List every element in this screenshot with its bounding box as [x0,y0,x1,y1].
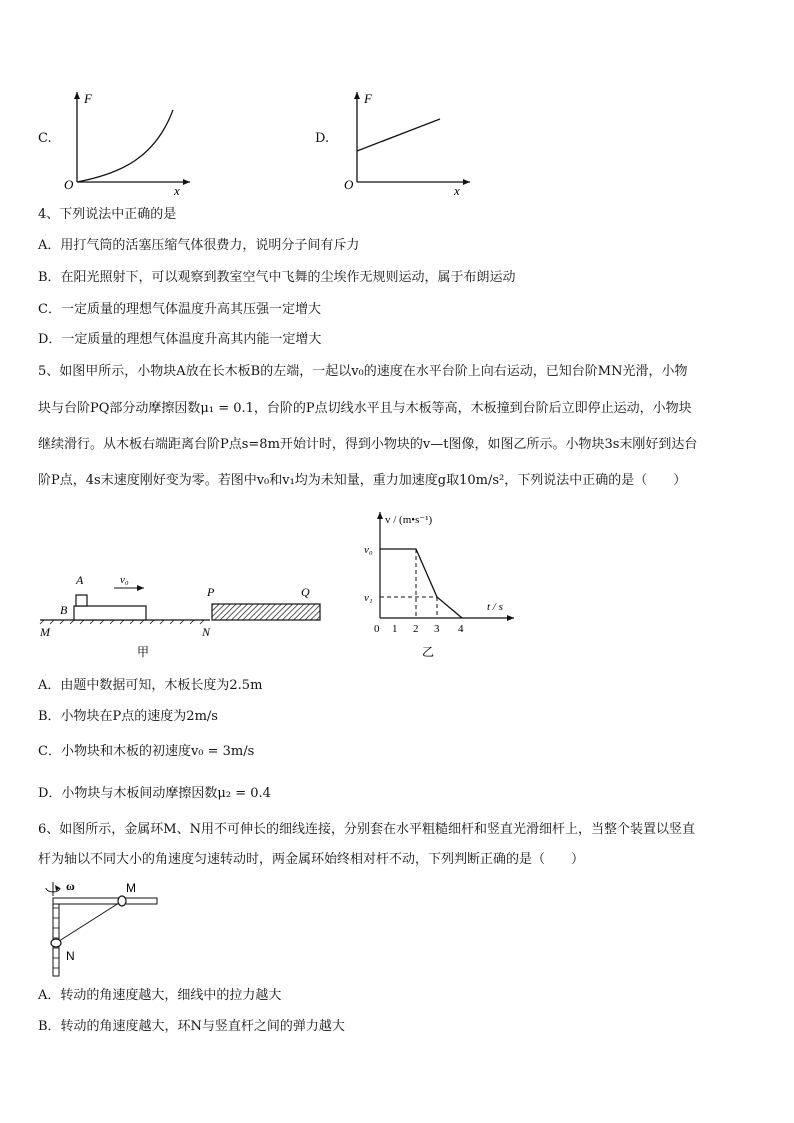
label-q: Q [301,585,310,599]
q3c-x-axis-label: x [174,183,180,198]
q5-figure-jia [36,566,336,660]
q3-graph-d [340,88,480,198]
omega-label: ω [66,879,75,893]
vt-y-tick-v1: v₁ [364,592,373,604]
q4-option-b: B．在阳光照射下，可以观察到教室空气中飞舞的尘埃作无规则运动，属于布朗运动 [38,270,516,285]
q6-figure-rotating-rods [38,876,168,978]
q5-stem-line-4: 阶P点，4s末速度刚好变为零。若图中v₀和v₁均为未知量，重力加速度g取10m/s²，下列说法中正确的是（ ） [38,473,687,488]
q5-figure-yi-vt-graph [352,506,522,662]
vt-x-tick-3: 3 [434,623,440,635]
q6-stem-line-2: 杆为轴以不同大小的角速度匀速转动时，两金属环始终相对杆不动，下列判断正确的是（ ） [38,852,585,867]
q3d-origin-label: O [344,177,354,192]
q3c-y-axis-label: F [84,91,92,106]
ring-m-label: M [126,881,136,895]
q3c-origin-label: O [64,177,74,192]
q5-option-a: A．由题中数据可知，木板长度为2.5m [38,678,263,693]
figure-jia-caption: 甲 [137,645,150,659]
q6-stem-line-1: 6、如图所示，金属环M、N用不可伸长的细线连接，分别套在水平粗糙细杆和竖直光滑细杆上，当整个装置以竖直 [38,822,695,837]
q3-option-c-label: C. [38,131,52,146]
q6-option-b: B．转动的角速度越大，环N与竖直杆之间的弹力越大 [38,1019,345,1034]
q3d-y-axis-label: F [364,91,372,106]
q5-option-b: B．小物块在P点的速度为2m/s [38,709,218,724]
vt-x-axis-label: t / s [487,601,503,613]
label-b: B [60,603,68,617]
q5-option-c: C．小物块和木板的初速度v₀ = 3m/s [38,744,255,759]
q4-option-a: A．用打气筒的活塞压缩气体很费力，说明分子间有斥力 [38,238,360,253]
label-v0: v₀ [120,574,129,586]
label-n: N [202,625,211,639]
q6-option-a: A．转动的角速度越大，细线中的拉力越大 [38,988,282,1003]
vt-x-tick-2: 2 [413,623,419,635]
vt-x-tick-0: 0 [374,623,380,635]
q5-option-d: D．小物块与木板间动摩擦因数μ₂ = 0.4 [38,786,271,801]
vt-x-tick-1: 1 [392,623,398,635]
q5-stem-line-1: 5、如图甲所示，小物块A放在长木板B的左端，一起以v₀的速度在水平台阶上向右运动，已知台阶MN光滑，小物 [38,364,688,379]
q3d-x-axis-label: x [454,183,460,198]
label-m: M [40,625,50,639]
q5-stem-line-2: 块与台阶PQ部分动摩擦因数μ₁ = 0.1，台阶的P点切线水平且与木板等高，木板撞到台阶后立即停止运动，小物块 [38,401,692,416]
figure-yi-caption: 乙 [422,645,435,659]
ring-n-label: N [66,949,75,963]
label-a: A [76,573,84,587]
q4-stem: 4、下列说法中正确的是 [38,207,177,222]
q3-option-d-label: D. [315,131,330,146]
q4-option-d: D．一定质量的理想气体温度升高其内能一定增大 [38,332,322,347]
vt-y-tick-v0: v₀ [364,544,373,556]
q4-option-c: C．一定质量的理想气体温度升高其压强一定增大 [38,302,321,317]
vt-x-tick-4: 4 [458,623,464,635]
label-p: P [207,585,215,599]
q5-stem-line-3: 继续滑行。从木板右端距离台阶P点s=8m开始计时，得到小物块的v—t图像，如图乙所示。小物块3s末刚好到达台 [38,437,698,452]
q3-graph-c [60,88,200,198]
vt-y-axis-label: v / (m•s⁻¹) [385,514,433,526]
